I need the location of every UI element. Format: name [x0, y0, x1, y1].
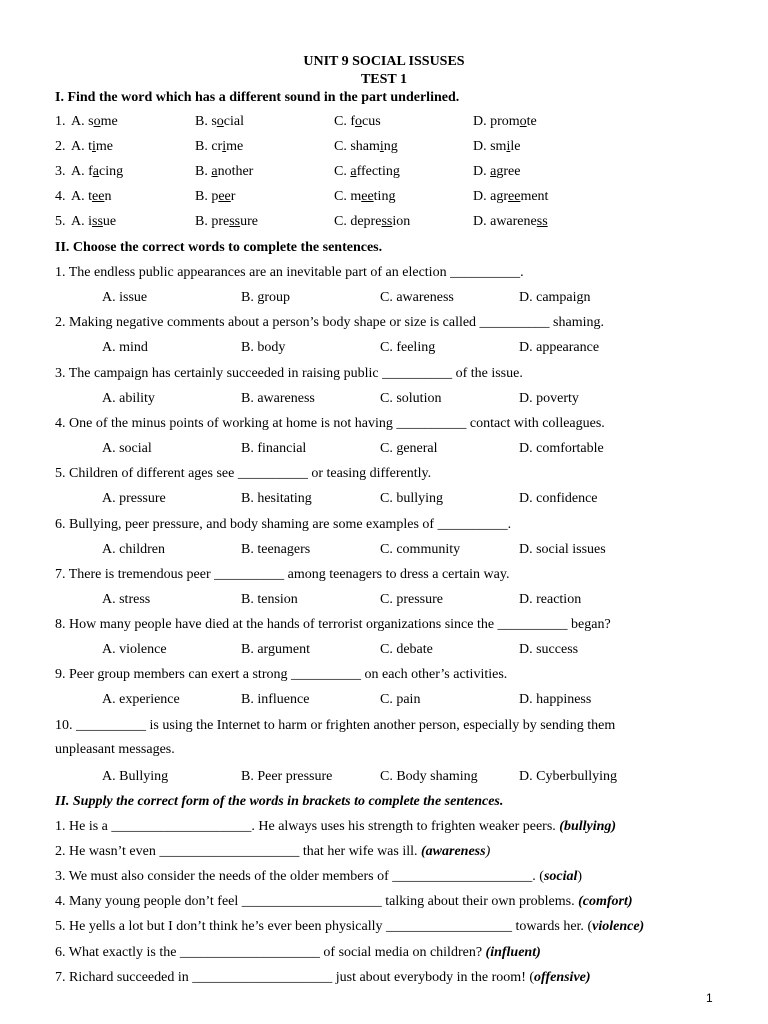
- answer-option: C. community: [380, 541, 461, 557]
- bracket-word: violence: [592, 919, 640, 935]
- bracket-word: (comfort): [578, 894, 633, 910]
- question-4: 4. One of the minus points of working at home is not having __________ contact with colleagues.: [55, 415, 605, 431]
- option-b: B. crime: [195, 139, 244, 154]
- option-c: C. shaming: [334, 139, 398, 154]
- underlined-part: o: [355, 114, 362, 129]
- option-b: B. pressure: [195, 214, 259, 229]
- answer-option: B. Peer pressure: [241, 768, 333, 784]
- answer-option: A. issue: [102, 290, 148, 305]
- answer-option: C. solution: [380, 390, 442, 406]
- answer-option: C. pressure: [380, 591, 443, 607]
- answer-option: D. poverty: [519, 390, 579, 406]
- option-c: C. focus: [334, 114, 381, 129]
- word-form-question: 2. He wasn’t even ____________________ that her wife was ill. (awareness): [55, 844, 491, 860]
- underlined-part: o: [93, 114, 101, 129]
- page-number: 1: [706, 991, 713, 1005]
- answer-option: C. bullying: [380, 491, 444, 507]
- word-form-question: 5. He yells a lot but I don’t think he’s ever been physically __________________ towards her. (violence): [55, 919, 645, 935]
- option-b: B. social: [195, 114, 245, 129]
- test-number: TEST 1: [360, 72, 408, 87]
- underlined-part: ee: [508, 189, 521, 204]
- item-number: 5.: [55, 214, 66, 229]
- item-number: 2.: [55, 139, 66, 154]
- option-a: A. issue: [71, 214, 117, 229]
- question-6: 6. Bullying, peer pressure, and body shaming are some examples of __________.: [55, 516, 512, 532]
- section-1-heading: I. Find the word which has a different sound in the part underlined.: [55, 90, 460, 105]
- underlined-part: a: [92, 164, 99, 179]
- answer-option: A. Bullying: [102, 768, 169, 784]
- bracket-word: (influent): [485, 944, 541, 960]
- option-a: A. teen: [71, 189, 112, 204]
- option-d: D. promote: [473, 114, 537, 129]
- underlined-part: ss: [536, 214, 548, 229]
- word-form-question: 4. Many young people don’t feel ____________________ talking about their own problems. (comfort): [55, 894, 633, 910]
- answer-option: B. awareness: [241, 390, 315, 406]
- option-c: C. affecting: [334, 164, 400, 179]
- bracket-close: ): [577, 869, 583, 885]
- answer-option: D. social issues: [519, 541, 606, 557]
- underlined-part: ee: [92, 189, 105, 204]
- answer-option: A. children: [102, 541, 165, 557]
- underlined-part: ss: [92, 214, 103, 229]
- bracket-close: ): [639, 919, 645, 935]
- answer-option: C. general: [380, 440, 438, 456]
- answer-option: B. body: [241, 340, 286, 356]
- underlined-part: ee: [361, 189, 374, 204]
- answer-option: B. hesitating: [241, 491, 312, 507]
- bracket-word: social: [543, 869, 578, 885]
- question-5: 5. Children of different ages see __________ or teasing differently.: [55, 466, 432, 482]
- option-d: D. agreement: [473, 189, 549, 204]
- answer-option: D. Cyberbullying: [519, 768, 617, 784]
- underlined-part: ss: [381, 214, 393, 229]
- option-d: D. awareness: [473, 214, 548, 229]
- answer-option: A. ability: [102, 390, 155, 406]
- option-b: B. another: [195, 164, 254, 179]
- answer-option: C. debate: [380, 642, 433, 658]
- underlined-part: ee: [218, 189, 231, 204]
- underlined-part: o: [216, 114, 224, 129]
- answer-option: D. campaign: [519, 290, 591, 305]
- bracket-word: (bullying): [559, 819, 617, 834]
- answer-option: D. success: [519, 642, 579, 658]
- option-a: A. some: [71, 114, 118, 129]
- underlined-part: i: [222, 139, 227, 154]
- option-a: A. facing: [71, 164, 124, 179]
- answer-option: A. pressure: [102, 491, 166, 507]
- answer-option: D. reaction: [519, 591, 582, 607]
- underlined-part: o: [519, 114, 527, 129]
- underlined-part: ss: [229, 214, 241, 229]
- option-b: B. peer: [195, 189, 236, 204]
- answer-option: B. tension: [241, 591, 298, 607]
- bracket-word: (awareness: [421, 844, 486, 860]
- answer-option: B. teenagers: [241, 541, 311, 557]
- answer-option: B. financial: [241, 440, 307, 456]
- question-7: 7. There is tremendous peer __________ among teenagers to dress a certain way.: [55, 566, 510, 582]
- underlined-part: i: [92, 139, 96, 154]
- bracket-close: ): [485, 844, 491, 860]
- question-8: 8. How many people have died at the hands of terrorist organizations since the __________ began?: [55, 617, 611, 633]
- question-3: 3. The campaign has certainly succeeded in raising public __________ of the issue.: [55, 365, 523, 381]
- item-number: 4.: [55, 189, 66, 204]
- answer-option: C. pain: [380, 692, 421, 708]
- option-d: D. smile: [473, 139, 521, 154]
- answer-option: D. comfortable: [519, 440, 604, 456]
- worksheet-title: UNIT 9 SOCIAL ISSUSES: [303, 54, 465, 69]
- answer-option: D. happiness: [519, 692, 592, 708]
- option-a: A. time: [71, 139, 113, 154]
- answer-option: B. group: [241, 290, 290, 305]
- question-1: 1. The endless public appearances are an inevitable part of an election __________.: [55, 265, 524, 280]
- answer-option: C. feeling: [380, 340, 436, 356]
- option-c: C. depression: [334, 214, 411, 229]
- answer-option: B. influence: [241, 692, 310, 708]
- answer-option: D. confidence: [519, 491, 598, 507]
- question-9: 9. Peer group members can exert a strong __________ on each other’s activities.: [55, 667, 508, 683]
- answer-option: A. experience: [102, 692, 180, 708]
- bracket-close: ): [585, 969, 591, 985]
- underlined-part: a: [490, 164, 497, 179]
- answer-option: C. awareness: [380, 290, 454, 305]
- answer-option: A. violence: [102, 642, 167, 658]
- question-10: 10. __________ is using the Internet to harm or frighten another person, especially by sending them: [55, 717, 616, 733]
- section-2-heading: II. Choose the correct words to complete the sentences.: [55, 240, 383, 255]
- answer-option: A. stress: [102, 591, 151, 607]
- question-2: 2. Making negative comments about a person’s body shape or size is called __________ shaming.: [55, 315, 605, 331]
- answer-option: B. argument: [241, 642, 310, 658]
- word-form-question: 6. What exactly is the ____________________ of social media on children? (influent): [55, 944, 541, 960]
- option-d: D. agree: [473, 164, 521, 179]
- bracket-word: offensive: [534, 969, 586, 985]
- option-c: C. meeting: [334, 189, 396, 204]
- underlined-part: a: [350, 164, 357, 179]
- item-number: 1.: [55, 114, 66, 129]
- word-form-question: 1. He is a ____________________. He always uses his strength to frighten weaker peers. (bullying): [55, 819, 617, 834]
- underlined-part: i: [379, 139, 384, 154]
- answer-option: A. mind: [102, 340, 148, 356]
- underlined-part: i: [506, 139, 511, 154]
- item-number: 3.: [55, 164, 66, 179]
- underlined-part: a: [211, 164, 218, 179]
- word-form-question: 3. We must also consider the needs of the older members of ____________________. (social): [55, 869, 583, 885]
- answer-option: A. social: [102, 440, 152, 456]
- answer-option: D. appearance: [519, 340, 600, 356]
- question-continuation: unpleasant messages.: [55, 741, 175, 757]
- word-form-question: 7. Richard succeeded in ____________________ just about everybody in the room! (offensive): [55, 969, 591, 985]
- section-3-heading: II. Supply the correct form of the words in brackets to complete the sentences.: [55, 794, 504, 809]
- answer-option: C. Body shaming: [380, 768, 478, 784]
